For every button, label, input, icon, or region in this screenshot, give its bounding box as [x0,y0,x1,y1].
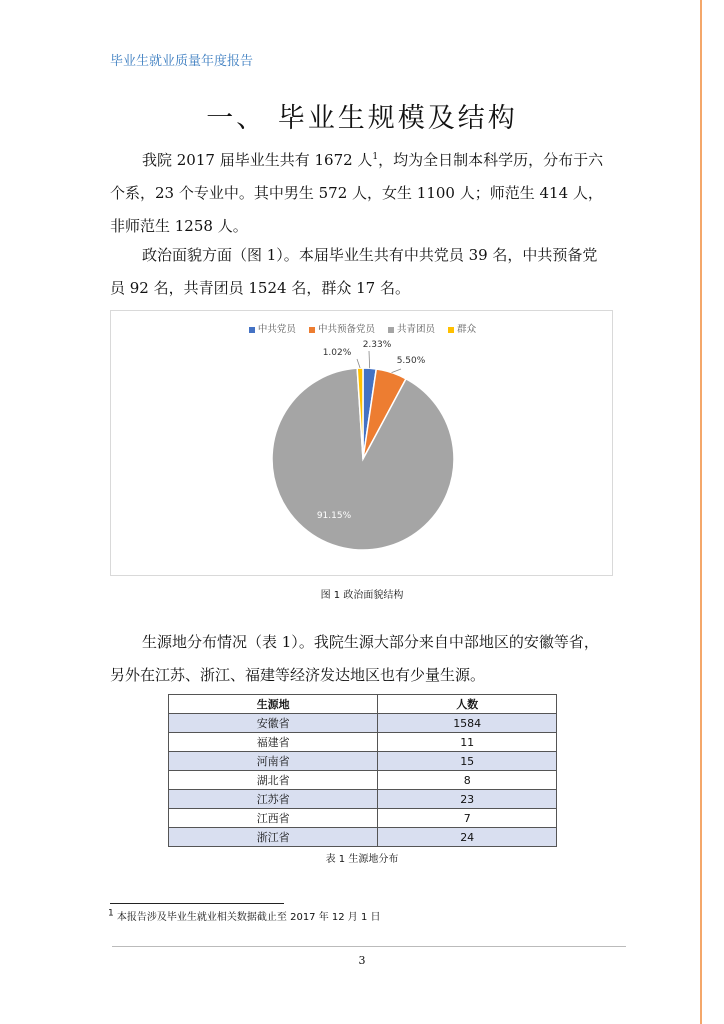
table-header-cell: 人数 [378,695,557,714]
paragraph-political [110,239,610,305]
table-header-row [169,695,557,714]
footnote-text: 本报告涉及毕业生就业相关数据截止至 2017 年 12 月 1 日 [113,912,381,923]
legend-label: 共青团员 [397,324,436,335]
table-cell: 福建省 [169,733,378,752]
paragraph-scale [110,141,610,243]
table-cell: 安徽省 [169,714,378,733]
table-cell: 1584 [378,714,557,733]
section-title: 一、 毕业生规模及结构 [206,103,518,134]
table-row [169,809,557,828]
footnote-marker: 1 [108,908,114,919]
table-cell: 江西省 [169,809,378,828]
table-row [169,828,557,847]
table-cell: 河南省 [169,752,378,771]
table-cell: 7 [378,809,557,828]
paragraph-origin [110,626,610,692]
table-row [169,733,557,752]
pie-data-label-2: 91.15% [316,511,352,521]
pie-chart-svg [111,311,614,577]
table-row [169,790,557,809]
legend-label: 群众 [457,324,477,335]
table-cell: 23 [378,790,557,809]
table-cell: 浙江省 [169,828,378,847]
figure-caption: 图 1 政治面貌结构 [320,590,404,601]
table-row [169,714,557,733]
footer-rule [112,946,626,947]
footnote-ref[interactable]: 1 [372,152,379,162]
pie-leader-line-1 [392,369,401,373]
table-header-cell: 生源地 [169,695,378,714]
table-caption: 表 1 生源地分布 [325,854,399,865]
table-cell: 8 [378,771,557,790]
page-number: 3 [358,954,366,967]
table-cell: 24 [378,828,557,847]
table-row [169,771,557,790]
table-cell: 15 [378,752,557,771]
footnote-rule [110,903,284,904]
page-edge-line [700,0,702,1024]
paragraph-origin-text: 生源地分布情况（表 1）。我院生源大部分来自中部地区的安徽等省，另外在江苏、浙江、福建等经济发达地区也有少量生源。 [110,633,599,684]
table-cell: 江苏省 [169,790,378,809]
table-row [169,752,557,771]
table-cell: 湖北省 [169,771,378,790]
political-chart [110,310,613,576]
pie-data-label-3: 1.02% [322,348,352,358]
running-header: 毕业生就业质量年度报告 [110,54,254,69]
paragraph-political-text: 政治面貌方面（图 1）。本届毕业生共有中共党员 39 名，中共预备党员 92 名，共青团员 1524 名，群众 17 名。 [110,246,598,297]
pie-leader-line-3 [357,359,360,368]
paragraph-scale-text-1: 我院 2017 届毕业生共有 1672 人 [142,151,373,169]
legend-label: 中共党员 [257,324,296,335]
origin-table [168,694,557,847]
paragraph-scale-text-2: ，均为全日制本科学历，分布于六个系，23 个专业中。其中男生 572 人，女生 1100 人；师范生 414 人，非师范生 1258 人。 [110,151,604,235]
legend-label: 中共预备党员 [317,324,375,335]
pie-data-label-1: 5.50% [396,356,426,366]
table-cell: 11 [378,733,557,752]
pie-data-label-0: 2.33% [362,340,392,350]
pie-leader-line-0 [369,351,370,368]
footnote [108,908,381,923]
